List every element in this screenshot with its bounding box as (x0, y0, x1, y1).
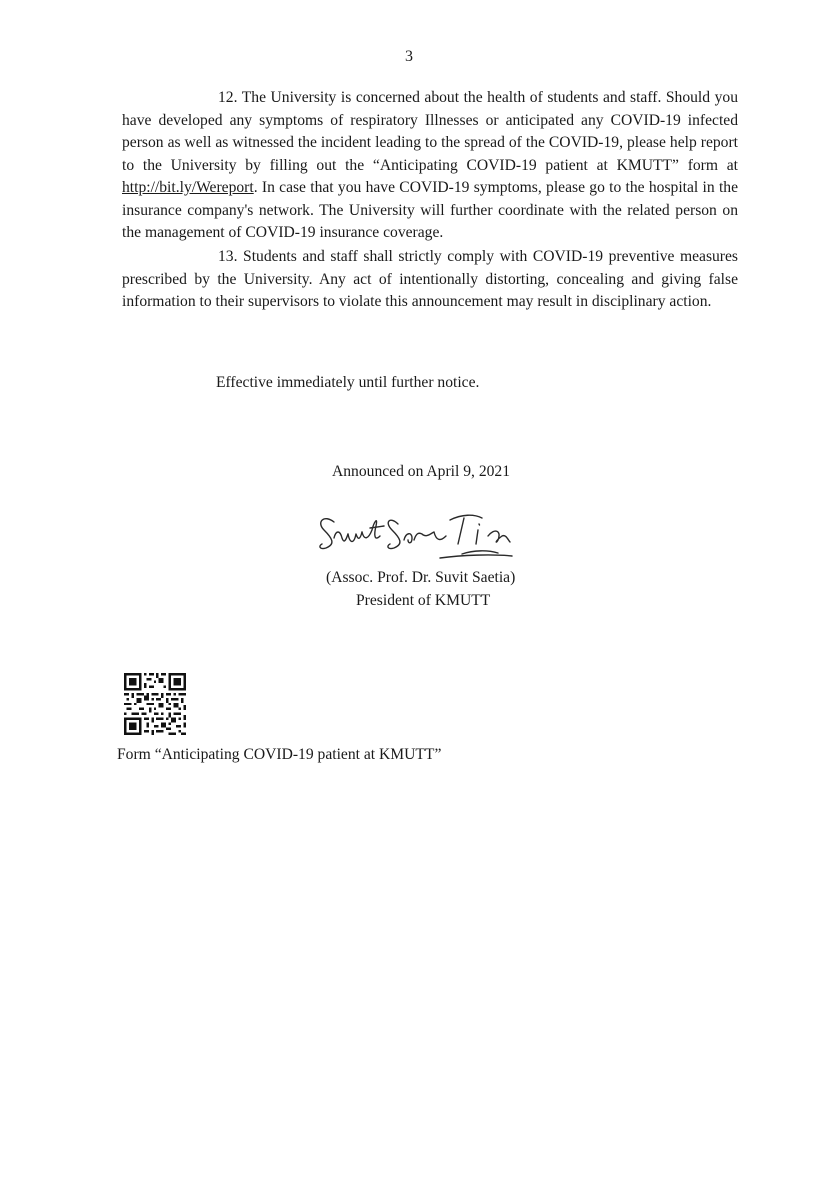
signer-name: (Assoc. Prof. Dr. Suvit Saetia) (326, 569, 516, 586)
qr-code-caption: Form “Anticipating COVID-19 patient at KMUTT” (117, 746, 442, 763)
signature-icon (312, 500, 542, 570)
paragraph-12-text: 12. The University is concerned about the health of students and staff. Should you have developed any symptoms of respiratory Illnesses or anticipated any COVID-19 infected person as well as witnessed the incident leading to the spread of the COVID-19, please help report to the University by filling out the “Anticipating COVID-19 patient at KMUTT” form at (122, 89, 738, 174)
paragraph-12-text-end: . In case that you have COVID-19 symptoms, please go to the hospital in the insurance company's network. The University will further coordinate with the related person on the management of COVID-19 insurance coverage. (122, 179, 738, 241)
announcement-date: Announced on April 9, 2021 (332, 463, 511, 480)
page-number: 3 (405, 48, 413, 65)
signer-title: President of KMUTT (356, 592, 491, 609)
paragraph-13: 13. Students and staff shall strictly comply with COVID-19 preventive measures prescribed by the University. Any act of intentionally distorting, concealing and giving false information to their supervisors to violate this announcement may result in disciplinary action. (122, 248, 738, 310)
effective-notice: Effective immediately until further notice. (216, 374, 480, 391)
paragraph-12 (122, 87, 738, 245)
report-form-link[interactable]: http://bit.ly/Wereport (122, 179, 254, 196)
qr-code-icon[interactable] (124, 673, 186, 735)
